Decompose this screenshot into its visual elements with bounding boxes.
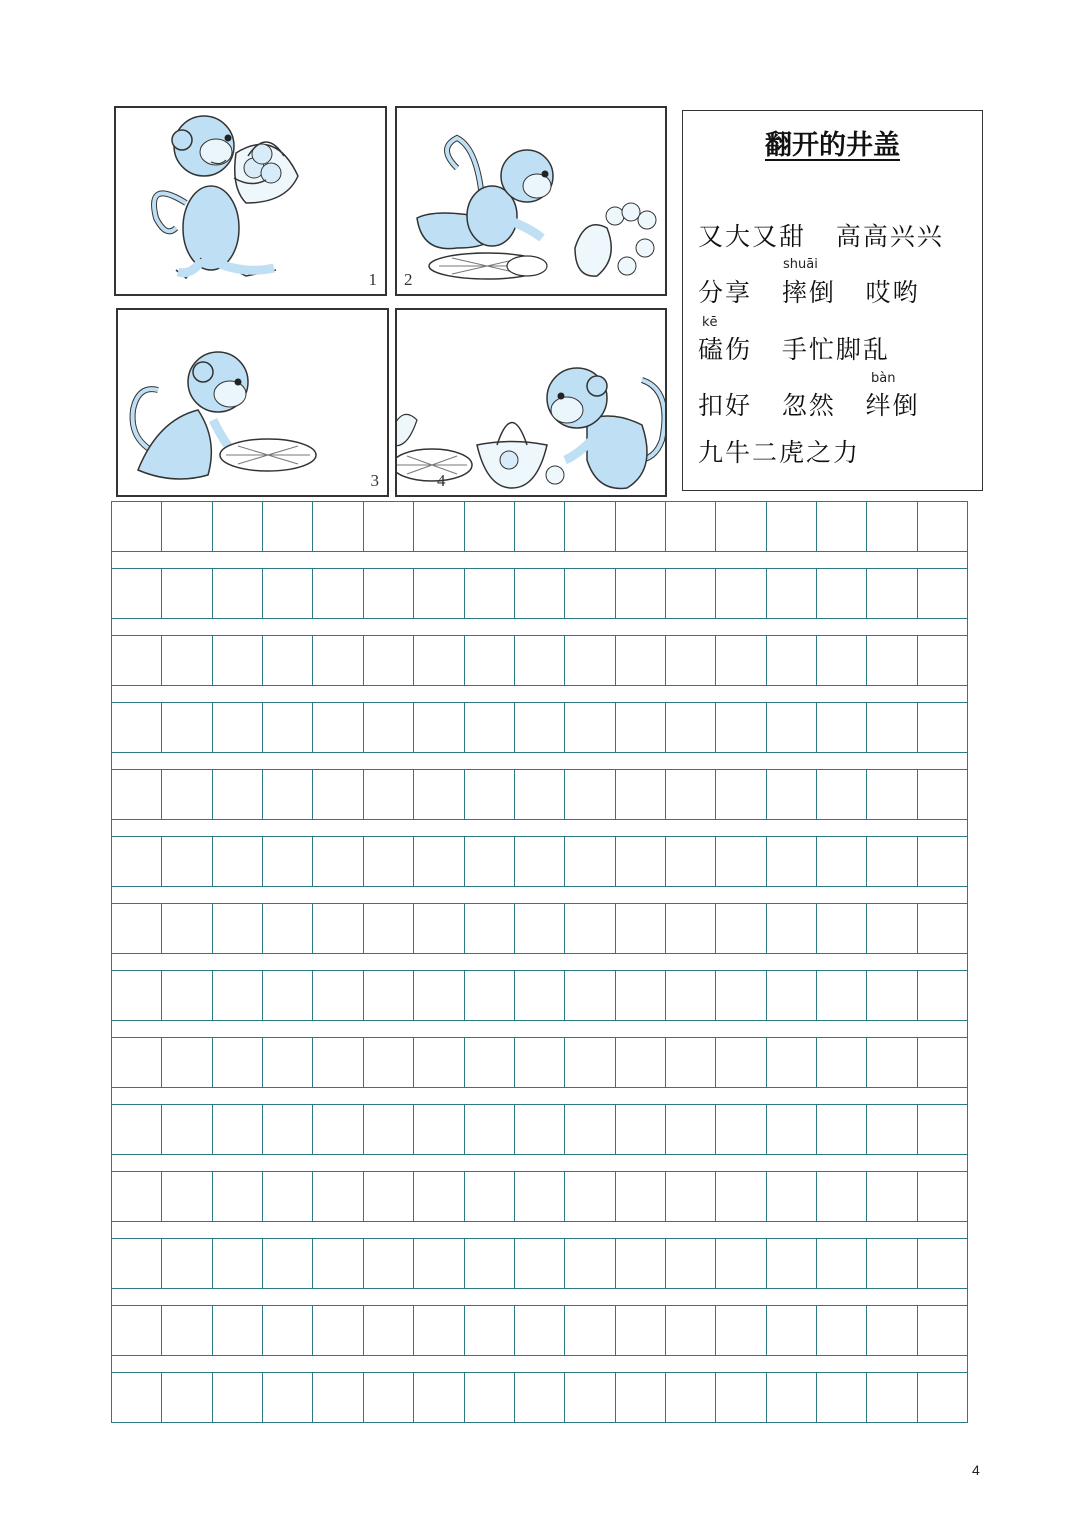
grid-cell[interactable] — [817, 770, 867, 819]
panel-number: 2 — [404, 270, 413, 289]
grid-row-spacer — [111, 1088, 968, 1104]
vocabulary-line-2: 分享 摔倒 哎哟 — [698, 278, 920, 307]
grid-cell[interactable] — [767, 904, 817, 953]
grid-cell[interactable] — [414, 1038, 464, 1087]
grid-cell[interactable] — [213, 971, 263, 1020]
grid-cell[interactable] — [515, 904, 565, 953]
grid-cell[interactable] — [465, 837, 515, 886]
grid-cell[interactable] — [867, 1373, 917, 1422]
grid-cell[interactable] — [414, 1306, 464, 1355]
grid-cell[interactable] — [817, 1373, 867, 1422]
grid-cell[interactable] — [918, 1105, 967, 1154]
grid-row — [111, 702, 968, 753]
panel-number: 4 — [437, 471, 446, 490]
grid-row-spacer — [111, 686, 968, 702]
grid-cell[interactable] — [515, 636, 565, 685]
grid-cell[interactable] — [263, 1105, 313, 1154]
grid-cell[interactable] — [767, 1306, 817, 1355]
grid-row — [111, 769, 968, 820]
grid-cell[interactable] — [313, 770, 363, 819]
grid-cell[interactable] — [817, 1038, 867, 1087]
grid-cell[interactable] — [364, 703, 414, 752]
grid-cell[interactable] — [666, 971, 716, 1020]
grid-cell[interactable] — [465, 770, 515, 819]
grid-cell[interactable] — [867, 1239, 917, 1288]
grid-cell[interactable] — [263, 1373, 313, 1422]
grid-cell[interactable] — [767, 770, 817, 819]
grid-cell[interactable] — [767, 1105, 817, 1154]
grid-cell[interactable] — [263, 703, 313, 752]
grid-cell[interactable] — [867, 837, 917, 886]
grid-cell[interactable] — [565, 1172, 615, 1221]
grid-cell[interactable] — [716, 636, 766, 685]
grid-cell[interactable] — [313, 971, 363, 1020]
grid-cell[interactable] — [867, 703, 917, 752]
grid-cell[interactable] — [716, 502, 766, 551]
grid-cell[interactable] — [162, 569, 212, 618]
grid-cell[interactable] — [213, 837, 263, 886]
grid-cell[interactable] — [465, 1239, 515, 1288]
grid-cell[interactable] — [716, 1172, 766, 1221]
vocabulary-line-1: 又大又甜 高高兴兴 — [698, 222, 944, 251]
grid-cell[interactable] — [414, 971, 464, 1020]
grid-row-spacer — [111, 887, 968, 903]
grid-cell[interactable] — [767, 1172, 817, 1221]
grid-cell[interactable] — [263, 770, 313, 819]
grid-cell[interactable] — [364, 636, 414, 685]
grid-cell[interactable] — [817, 1172, 867, 1221]
grid-cell[interactable] — [313, 502, 363, 551]
grid-cell[interactable] — [918, 502, 967, 551]
grid-cell[interactable] — [817, 1105, 867, 1154]
grid-row-spacer — [111, 1289, 968, 1305]
vocabulary-box — [682, 110, 983, 491]
grid-cell[interactable] — [716, 971, 766, 1020]
grid-cell[interactable] — [565, 1306, 615, 1355]
grid-cell[interactable] — [263, 1172, 313, 1221]
grid-cell[interactable] — [867, 971, 917, 1020]
grid-cell[interactable] — [918, 1373, 967, 1422]
grid-cell[interactable] — [364, 837, 414, 886]
grid-cell[interactable] — [313, 837, 363, 886]
grid-cell[interactable] — [867, 1172, 917, 1221]
grid-cell[interactable] — [263, 1306, 313, 1355]
grid-cell[interactable] — [918, 1306, 967, 1355]
grid-row — [111, 1305, 968, 1356]
grid-cell[interactable] — [112, 1306, 162, 1355]
grid-cell[interactable] — [263, 971, 313, 1020]
grid-cell[interactable] — [465, 1373, 515, 1422]
grid-cell[interactable] — [716, 837, 766, 886]
grid-cell[interactable] — [666, 1038, 716, 1087]
grid-cell[interactable] — [414, 770, 464, 819]
grid-cell[interactable] — [918, 904, 967, 953]
vocabulary-line-4: 扣好 忽然 绊倒 — [698, 391, 920, 420]
comic-panel-1 — [114, 106, 387, 296]
grid-cell[interactable] — [112, 1172, 162, 1221]
grid-row-spacer — [111, 1155, 968, 1171]
grid-cell[interactable] — [565, 770, 615, 819]
grid-cell[interactable] — [465, 1038, 515, 1087]
comic-panel-3 — [116, 308, 389, 497]
grid-cell[interactable] — [565, 1373, 615, 1422]
grid-cell[interactable] — [465, 502, 515, 551]
grid-cell[interactable] — [767, 837, 817, 886]
grid-cell[interactable] — [162, 636, 212, 685]
grid-cell[interactable] — [162, 1373, 212, 1422]
grid-cell[interactable] — [414, 1373, 464, 1422]
grid-cell[interactable] — [918, 1239, 967, 1288]
grid-cell[interactable] — [716, 1239, 766, 1288]
grid-cell[interactable] — [867, 1306, 917, 1355]
grid-cell[interactable] — [565, 971, 615, 1020]
grid-cell[interactable] — [616, 1306, 666, 1355]
grid-cell[interactable] — [364, 904, 414, 953]
grid-cell[interactable] — [716, 904, 766, 953]
grid-cell[interactable] — [616, 837, 666, 886]
grid-cell[interactable] — [767, 1373, 817, 1422]
grid-cell[interactable] — [162, 502, 212, 551]
grid-row — [111, 836, 968, 887]
grid-cell[interactable] — [313, 1172, 363, 1221]
grid-cell[interactable] — [565, 1038, 615, 1087]
grid-cell[interactable] — [313, 1373, 363, 1422]
grid-cell[interactable] — [616, 1239, 666, 1288]
grid-cell[interactable] — [817, 971, 867, 1020]
grid-cell[interactable] — [364, 1373, 414, 1422]
grid-cell[interactable] — [364, 1038, 414, 1087]
grid-cell[interactable] — [414, 703, 464, 752]
grid-cell[interactable] — [616, 636, 666, 685]
grid-cell[interactable] — [112, 1239, 162, 1288]
grid-row — [111, 635, 968, 686]
grid-cell[interactable] — [465, 569, 515, 618]
grid-row — [111, 1037, 968, 1088]
grid-cell[interactable] — [465, 1172, 515, 1221]
grid-row — [111, 1372, 968, 1423]
grid-cell[interactable] — [817, 904, 867, 953]
grid-cell[interactable] — [465, 1306, 515, 1355]
grid-cell[interactable] — [364, 1172, 414, 1221]
monkey-covering-well-illustration — [397, 310, 667, 497]
grid-row-spacer — [111, 1356, 968, 1372]
grid-cell[interactable] — [565, 502, 615, 551]
grid-cell[interactable] — [565, 569, 615, 618]
grid-cell[interactable] — [112, 1105, 162, 1154]
grid-cell[interactable] — [918, 636, 967, 685]
grid-cell[interactable] — [364, 1105, 414, 1154]
pinyin-ban: bàn — [871, 371, 896, 386]
grid-cell[interactable] — [213, 1239, 263, 1288]
panel-number: 1 — [368, 270, 377, 289]
grid-cell[interactable] — [313, 1239, 363, 1288]
grid-cell[interactable] — [465, 703, 515, 752]
grid-cell[interactable] — [313, 1105, 363, 1154]
grid-cell[interactable] — [313, 569, 363, 618]
grid-cell[interactable] — [112, 1373, 162, 1422]
grid-cell[interactable] — [414, 904, 464, 953]
grid-cell[interactable] — [364, 1239, 414, 1288]
grid-cell[interactable] — [565, 1239, 615, 1288]
grid-cell[interactable] — [515, 1038, 565, 1087]
grid-cell[interactable] — [767, 502, 817, 551]
grid-cell[interactable] — [767, 636, 817, 685]
grid-cell[interactable] — [162, 770, 212, 819]
grid-cell[interactable] — [616, 1105, 666, 1154]
grid-cell[interactable] — [313, 636, 363, 685]
grid-cell[interactable] — [263, 1239, 313, 1288]
grid-cell[interactable] — [565, 1105, 615, 1154]
page-number: 4 — [972, 1462, 980, 1478]
grid-cell[interactable] — [515, 502, 565, 551]
grid-cell[interactable] — [112, 904, 162, 953]
grid-cell[interactable] — [666, 1306, 716, 1355]
vocabulary-line-3: 磕伤 手忙脚乱 — [698, 335, 890, 364]
grid-cell[interactable] — [616, 1172, 666, 1221]
grid-cell[interactable] — [515, 770, 565, 819]
grid-cell[interactable] — [112, 1038, 162, 1087]
grid-row — [111, 1171, 968, 1222]
grid-cell[interactable] — [465, 1105, 515, 1154]
grid-cell[interactable] — [666, 1373, 716, 1422]
grid-cell[interactable] — [867, 904, 917, 953]
grid-row-spacer — [111, 753, 968, 769]
grid-cell[interactable] — [918, 703, 967, 752]
grid-cell[interactable] — [414, 502, 464, 551]
grid-cell[interactable] — [213, 703, 263, 752]
grid-cell[interactable] — [867, 1105, 917, 1154]
grid-cell[interactable] — [213, 502, 263, 551]
monkey-lifting-cover-illustration — [118, 310, 389, 497]
grid-row — [111, 1104, 968, 1155]
grid-cell[interactable] — [112, 636, 162, 685]
grid-cell[interactable] — [213, 1172, 263, 1221]
grid-cell[interactable] — [616, 1373, 666, 1422]
grid-cell[interactable] — [716, 1306, 766, 1355]
grid-cell[interactable] — [666, 1105, 716, 1154]
grid-cell[interactable] — [364, 1306, 414, 1355]
grid-cell[interactable] — [162, 1239, 212, 1288]
grid-cell[interactable] — [515, 971, 565, 1020]
grid-cell[interactable] — [112, 502, 162, 551]
grid-row — [111, 903, 968, 954]
grid-cell[interactable] — [616, 1038, 666, 1087]
panel-number: 3 — [370, 471, 379, 490]
grid-cell[interactable] — [112, 569, 162, 618]
grid-cell[interactable] — [616, 569, 666, 618]
grid-cell[interactable] — [565, 703, 615, 752]
grid-cell[interactable] — [817, 1239, 867, 1288]
grid-cell[interactable] — [414, 1172, 464, 1221]
grid-cell[interactable] — [465, 904, 515, 953]
grid-row — [111, 568, 968, 619]
grid-cell[interactable] — [213, 636, 263, 685]
grid-cell[interactable] — [565, 837, 615, 886]
grid-cell[interactable] — [867, 502, 917, 551]
grid-cell[interactable] — [162, 971, 212, 1020]
grid-cell[interactable] — [162, 837, 212, 886]
grid-cell[interactable] — [616, 904, 666, 953]
grid-cell[interactable] — [112, 837, 162, 886]
grid-cell[interactable] — [112, 770, 162, 819]
comic-panel-2 — [395, 106, 667, 296]
grid-cell[interactable] — [465, 971, 515, 1020]
grid-cell[interactable] — [364, 770, 414, 819]
grid-row-spacer — [111, 820, 968, 836]
grid-cell[interactable] — [515, 1306, 565, 1355]
monkey-carrying-basket-illustration — [116, 108, 387, 296]
grid-cell[interactable] — [918, 837, 967, 886]
grid-cell[interactable] — [414, 636, 464, 685]
grid-cell[interactable] — [716, 1373, 766, 1422]
grid-row-spacer — [111, 619, 968, 635]
grid-cell[interactable] — [716, 703, 766, 752]
grid-row-spacer — [111, 552, 968, 568]
grid-cell[interactable] — [112, 971, 162, 1020]
grid-row — [111, 970, 968, 1021]
grid-cell[interactable] — [918, 770, 967, 819]
grid-cell[interactable] — [515, 1172, 565, 1221]
grid-cell[interactable] — [867, 1038, 917, 1087]
grid-cell[interactable] — [414, 1105, 464, 1154]
grid-cell[interactable] — [364, 502, 414, 551]
grid-cell[interactable] — [414, 837, 464, 886]
grid-cell[interactable] — [716, 569, 766, 618]
grid-cell[interactable] — [666, 1172, 716, 1221]
grid-cell[interactable] — [616, 770, 666, 819]
grid-cell[interactable] — [515, 1373, 565, 1422]
grid-cell[interactable] — [918, 1172, 967, 1221]
grid-cell[interactable] — [767, 971, 817, 1020]
grid-cell[interactable] — [213, 1306, 263, 1355]
grid-cell[interactable] — [666, 636, 716, 685]
vocabulary-line-5: 九牛二虎之力 — [698, 438, 861, 467]
pinyin-ke: kē — [702, 315, 718, 330]
grid-cell[interactable] — [515, 1105, 565, 1154]
grid-cell[interactable] — [817, 636, 867, 685]
grid-cell[interactable] — [213, 1105, 263, 1154]
grid-cell[interactable] — [313, 703, 363, 752]
grid-cell[interactable] — [515, 703, 565, 752]
grid-cell[interactable] — [515, 1239, 565, 1288]
grid-cell[interactable] — [867, 569, 917, 618]
grid-cell[interactable] — [867, 770, 917, 819]
grid-cell[interactable] — [817, 703, 867, 752]
grid-cell[interactable] — [162, 703, 212, 752]
grid-cell[interactable] — [263, 502, 313, 551]
grid-cell[interactable] — [515, 837, 565, 886]
grid-row-spacer — [111, 1222, 968, 1238]
grid-cell[interactable] — [565, 904, 615, 953]
grid-cell[interactable] — [565, 636, 615, 685]
grid-cell[interactable] — [616, 502, 666, 551]
grid-cell[interactable] — [263, 904, 313, 953]
grid-cell[interactable] — [666, 1239, 716, 1288]
grid-cell[interactable] — [767, 1239, 817, 1288]
grid-row-spacer — [111, 1021, 968, 1037]
grid-cell[interactable] — [213, 1373, 263, 1422]
grid-cell[interactable] — [867, 636, 917, 685]
grid-cell[interactable] — [263, 1038, 313, 1087]
grid-cell[interactable] — [364, 971, 414, 1020]
grid-cell[interactable] — [716, 770, 766, 819]
grid-cell[interactable] — [414, 569, 464, 618]
grid-cell[interactable] — [666, 770, 716, 819]
grid-cell[interactable] — [213, 770, 263, 819]
grid-cell[interactable] — [263, 837, 313, 886]
grid-row-spacer — [111, 954, 968, 970]
grid-cell[interactable] — [162, 1306, 212, 1355]
grid-cell[interactable] — [767, 1038, 817, 1087]
grid-cell[interactable] — [616, 703, 666, 752]
grid-cell[interactable] — [263, 636, 313, 685]
grid-cell[interactable] — [817, 837, 867, 886]
grid-cell[interactable] — [817, 502, 867, 551]
grid-cell[interactable] — [666, 904, 716, 953]
grid-cell[interactable] — [263, 569, 313, 618]
grid-cell[interactable] — [666, 569, 716, 618]
grid-row — [111, 501, 968, 552]
grid-cell[interactable] — [162, 1172, 212, 1221]
grid-cell[interactable] — [213, 1038, 263, 1087]
grid-cell[interactable] — [213, 569, 263, 618]
grid-cell[interactable] — [162, 1105, 212, 1154]
grid-cell[interactable] — [767, 569, 817, 618]
grid-cell[interactable] — [666, 703, 716, 752]
grid-cell[interactable] — [414, 1239, 464, 1288]
grid-cell[interactable] — [313, 904, 363, 953]
grid-cell[interactable] — [716, 1105, 766, 1154]
grid-cell[interactable] — [162, 904, 212, 953]
grid-cell[interactable] — [616, 971, 666, 1020]
grid-cell[interactable] — [918, 1038, 967, 1087]
grid-cell[interactable] — [767, 703, 817, 752]
grid-cell[interactable] — [817, 1306, 867, 1355]
grid-cell[interactable] — [313, 1306, 363, 1355]
monkey-tripping-illustration — [397, 108, 667, 296]
grid-cell[interactable] — [918, 971, 967, 1020]
grid-cell[interactable] — [817, 569, 867, 618]
grid-cell[interactable] — [162, 1038, 212, 1087]
grid-cell[interactable] — [112, 703, 162, 752]
grid-cell[interactable] — [364, 569, 414, 618]
grid-cell[interactable] — [918, 569, 967, 618]
grid-cell[interactable] — [465, 636, 515, 685]
grid-cell[interactable] — [213, 904, 263, 953]
comic-panel-4 — [395, 308, 667, 497]
grid-cell[interactable] — [666, 502, 716, 551]
grid-cell[interactable] — [313, 1038, 363, 1087]
grid-cell[interactable] — [716, 1038, 766, 1087]
composition-title: 翻开的井盖 — [765, 130, 900, 161]
grid-cell[interactable] — [515, 569, 565, 618]
pinyin-shuai: shuāi — [783, 257, 818, 272]
grid-row — [111, 1238, 968, 1289]
grid-cell[interactable] — [666, 837, 716, 886]
